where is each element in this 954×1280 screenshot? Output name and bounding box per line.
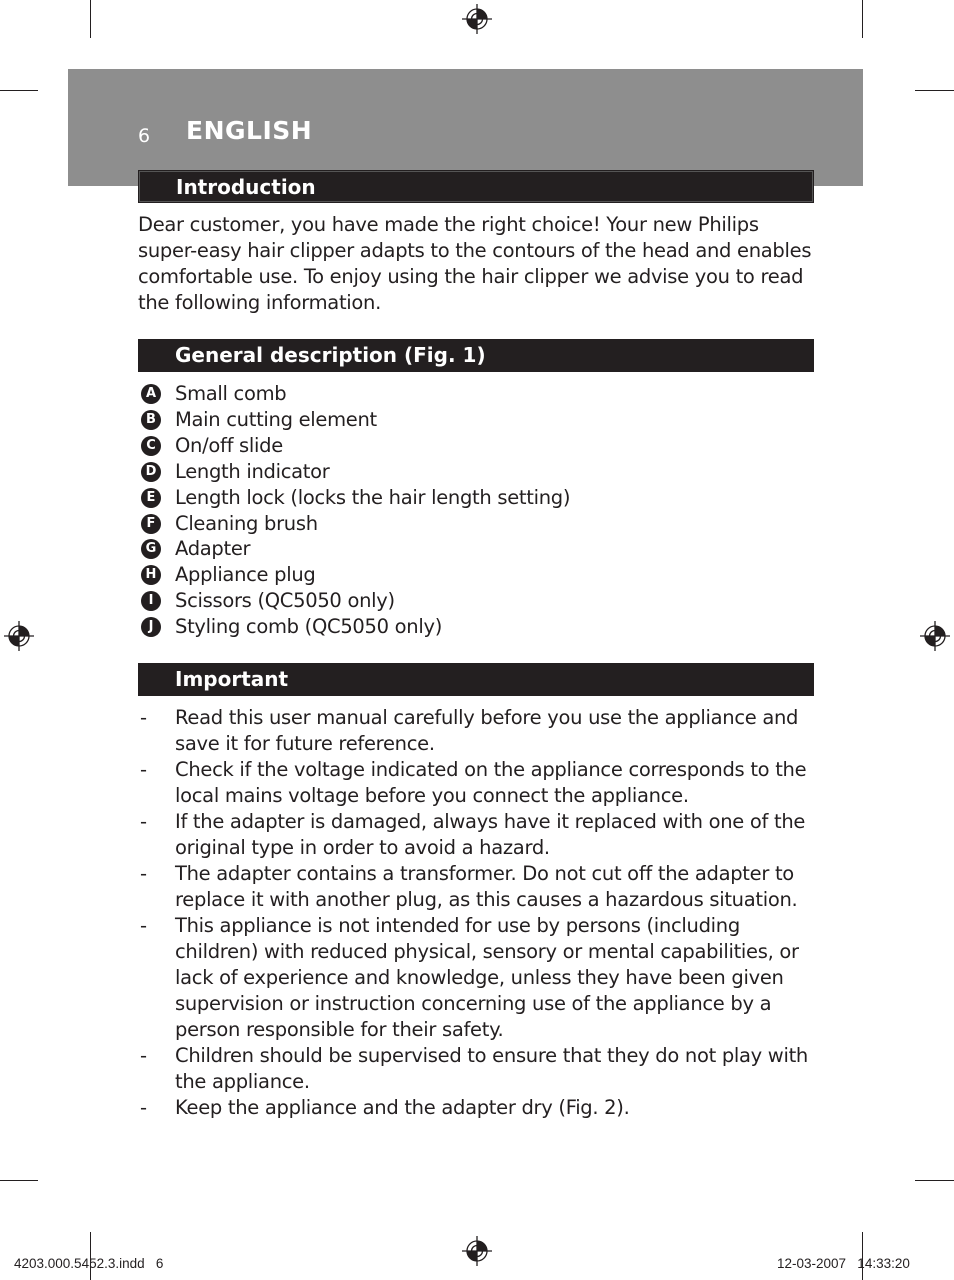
list-item bbox=[138, 407, 818, 433]
part-label: Adapter bbox=[175, 537, 251, 561]
part-label: Small comb bbox=[175, 382, 287, 405]
item-text: If the adapter is damaged, always have it replaced with one of the original type in order to avoid a hazard. bbox=[175, 810, 806, 859]
part-label: On/off slide bbox=[175, 433, 283, 457]
item-text: Read this user manual carefully before you use the appliance and save it for future reference. bbox=[175, 706, 799, 755]
list-item bbox=[138, 1095, 828, 1121]
list-item bbox=[138, 614, 818, 640]
letter-badge: C bbox=[141, 436, 161, 456]
letter-badge: G bbox=[141, 539, 161, 559]
parts-list bbox=[138, 381, 818, 640]
crop-mark-top-left-h bbox=[0, 90, 38, 91]
bullet-dash: - bbox=[140, 914, 147, 937]
part-label: Styling comb (QC5050 only) bbox=[175, 615, 443, 639]
part-label: Cleaning brush bbox=[175, 511, 318, 535]
item-text: Check if the voltage indicated on the appliance corresponds to the local mains voltage before you connect the appliance. bbox=[175, 758, 807, 807]
letter-badge: H bbox=[141, 565, 161, 585]
letter-badge: A bbox=[141, 384, 161, 404]
part-label: Main cutting element bbox=[175, 407, 377, 431]
list-item bbox=[138, 705, 828, 757]
registration-mark-icon bbox=[462, 1236, 492, 1266]
registration-mark-icon bbox=[462, 4, 492, 34]
item-text: Keep the appliance and the adapter dry (Fig. 2). bbox=[175, 1096, 630, 1119]
crop-mark-top-left bbox=[90, 0, 91, 38]
registration-mark-icon bbox=[920, 621, 950, 651]
part-label: Appliance plug bbox=[175, 563, 316, 587]
bullet-dash: - bbox=[140, 862, 147, 885]
letter-badge: J bbox=[141, 617, 161, 637]
list-item bbox=[138, 485, 818, 511]
list-item bbox=[138, 809, 828, 861]
bullet-dash: - bbox=[140, 1044, 147, 1067]
crop-mark-top-right bbox=[862, 0, 863, 38]
section-heading-introduction: Introduction bbox=[138, 170, 814, 203]
letter-badge: E bbox=[141, 488, 161, 508]
language-title: ENGLISH bbox=[186, 116, 313, 145]
slug-filename: 4203.000.5452.3.indd 6 bbox=[14, 1256, 164, 1271]
list-item bbox=[138, 861, 828, 913]
bullet-dash: - bbox=[140, 810, 147, 833]
section-heading-description: General description (Fig. 1) bbox=[138, 339, 814, 372]
crop-mark-top-right-h bbox=[915, 90, 954, 91]
registration-mark-icon bbox=[4, 621, 34, 651]
bullet-dash: - bbox=[140, 1096, 147, 1119]
list-item bbox=[138, 757, 828, 809]
item-text: The adapter contains a transformer. Do not cut off the adapter to replace it with another plug, as this causes a hazardous situation. bbox=[175, 862, 798, 911]
list-item bbox=[138, 381, 818, 407]
item-text: Children should be supervised to ensure that they do not play with the appliance. bbox=[175, 1044, 808, 1093]
bullet-dash: - bbox=[140, 706, 147, 729]
list-item bbox=[138, 536, 818, 562]
section-heading-important: Important bbox=[138, 663, 814, 696]
crop-mark-bottom-left-h bbox=[0, 1180, 38, 1181]
bullet-dash: - bbox=[140, 758, 147, 781]
important-list bbox=[138, 705, 828, 1121]
list-item bbox=[138, 588, 818, 614]
part-label: Length lock (locks the hair length setting) bbox=[175, 485, 571, 509]
intro-paragraph: Dear customer, you have made the right choice! Your new Philips super-easy hair clipper adapts to the contours of the head and enables comfortable use. To enjoy using the hair clipper we advise you to read the following information. bbox=[138, 213, 812, 314]
list-item bbox=[138, 459, 818, 485]
letter-badge: B bbox=[141, 410, 161, 430]
letter-badge: F bbox=[141, 514, 161, 534]
list-item bbox=[138, 433, 818, 459]
letter-badge: D bbox=[141, 462, 161, 482]
list-item bbox=[138, 913, 828, 1043]
list-item bbox=[138, 1043, 828, 1095]
slug-timestamp: 12-03-2007 14:33:20 bbox=[777, 1256, 910, 1271]
part-label: Scissors (QC5050 only) bbox=[175, 589, 395, 613]
part-label: Length indicator bbox=[175, 459, 330, 483]
item-text: This appliance is not intended for use by persons (including children) with reduced physical, sensory or mental capabilities, or lack of experience and knowledge, unless they have been given supervision or instruction concerning use of the appliance by a person responsible for their safety. bbox=[175, 914, 799, 1041]
list-item bbox=[138, 511, 818, 537]
crop-mark-bottom-right-h bbox=[915, 1180, 954, 1181]
page-number: 6 bbox=[138, 125, 151, 147]
letter-badge: I bbox=[141, 591, 161, 611]
list-item bbox=[138, 562, 818, 588]
